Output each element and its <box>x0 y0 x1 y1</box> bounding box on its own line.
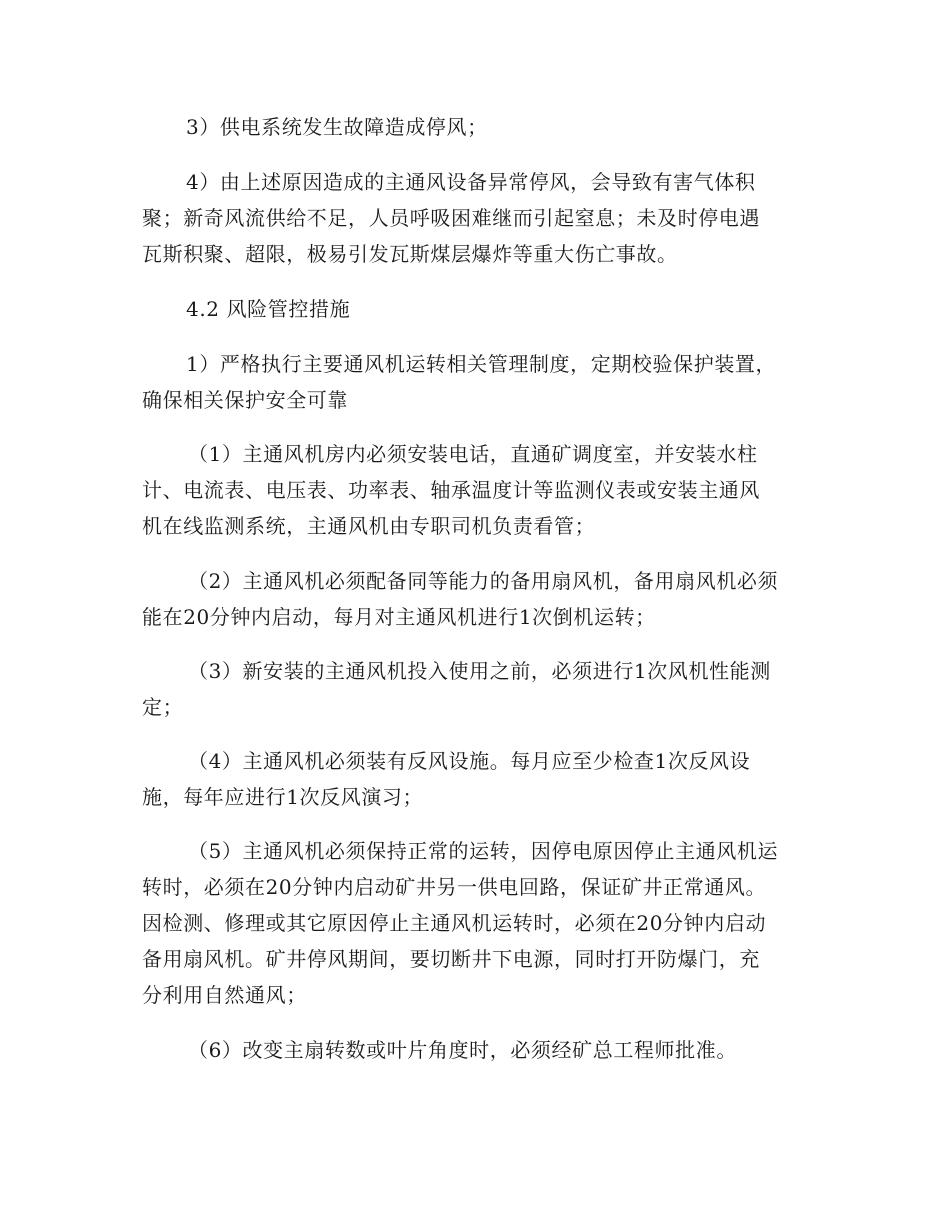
paragraph-line: 聚；新奇风流供给不足，人员呼吸困难继而引起窒息；未及时停电遇 <box>142 206 760 230</box>
paragraph-line: 施，每年应进行1次反风演习； <box>142 785 424 809</box>
paragraph-line: （6）改变主扇转数或叶片角度时，必须经矿总工程师批准。 <box>188 1038 737 1062</box>
list-item-power-failure: 3）供电系统发生故障造成停风； <box>186 115 488 139</box>
paragraph-line: （1）主通风机房内必须安装电话，直通矿调度室，并安装水柱 <box>188 442 758 466</box>
paragraph-line: 定； <box>142 695 184 719</box>
paragraph-line: 机在线监测系统，主通风机由专职司机负责看管； <box>142 514 596 538</box>
paragraph-line: （4）主通风机必须装有反风设施。每月应至少检查1次反风设 <box>188 749 751 773</box>
paragraph-line: 备用扇风机。矿井停风期间，要切断井下电源，同时打开防爆门，充 <box>142 947 760 971</box>
paragraph-line: 转时，必须在20分钟内启动矿井另一供电回路，保证矿井正常通风。 <box>142 875 767 899</box>
paragraph-line: 分利用自然通风； <box>142 983 307 1007</box>
paragraph-line: 能在20分钟内启动，每月对主通风机进行1次倒机运转； <box>142 605 656 629</box>
paragraph-line: 确保相关保护安全可靠 <box>142 388 348 412</box>
paragraph-line: 瓦斯积聚、超限，极易引发瓦斯煤层爆炸等重大伤亡事故。 <box>142 242 678 266</box>
paragraph-line: 计、电流表、电压表、功率表、轴承温度计等监测仪表或安装主通风 <box>142 478 760 502</box>
paragraph-line: （5）主通风机必须保持正常的运转，因停电原因停止主通风机运 <box>188 839 779 863</box>
section-heading: 4.2 风险管控措施 <box>186 297 351 321</box>
paragraph-line: （2）主通风机必须配备同等能力的备用扇风机，备用扇风机必须 <box>188 569 779 593</box>
paragraph-line: 1）严格执行主要通风机运转相关管理制度，定期校验保护装置， <box>186 352 777 376</box>
paragraph-line: 4）由上述原因造成的主通风设备异常停风，会导致有害气体积 <box>186 170 756 194</box>
paragraph-line: （3）新安装的主通风机投入使用之前，必须进行1次风机性能测 <box>188 659 771 683</box>
paragraph-line: 因检测、修理或其它原因停止主通风机运转时，必须在20分钟内启动 <box>142 911 767 935</box>
